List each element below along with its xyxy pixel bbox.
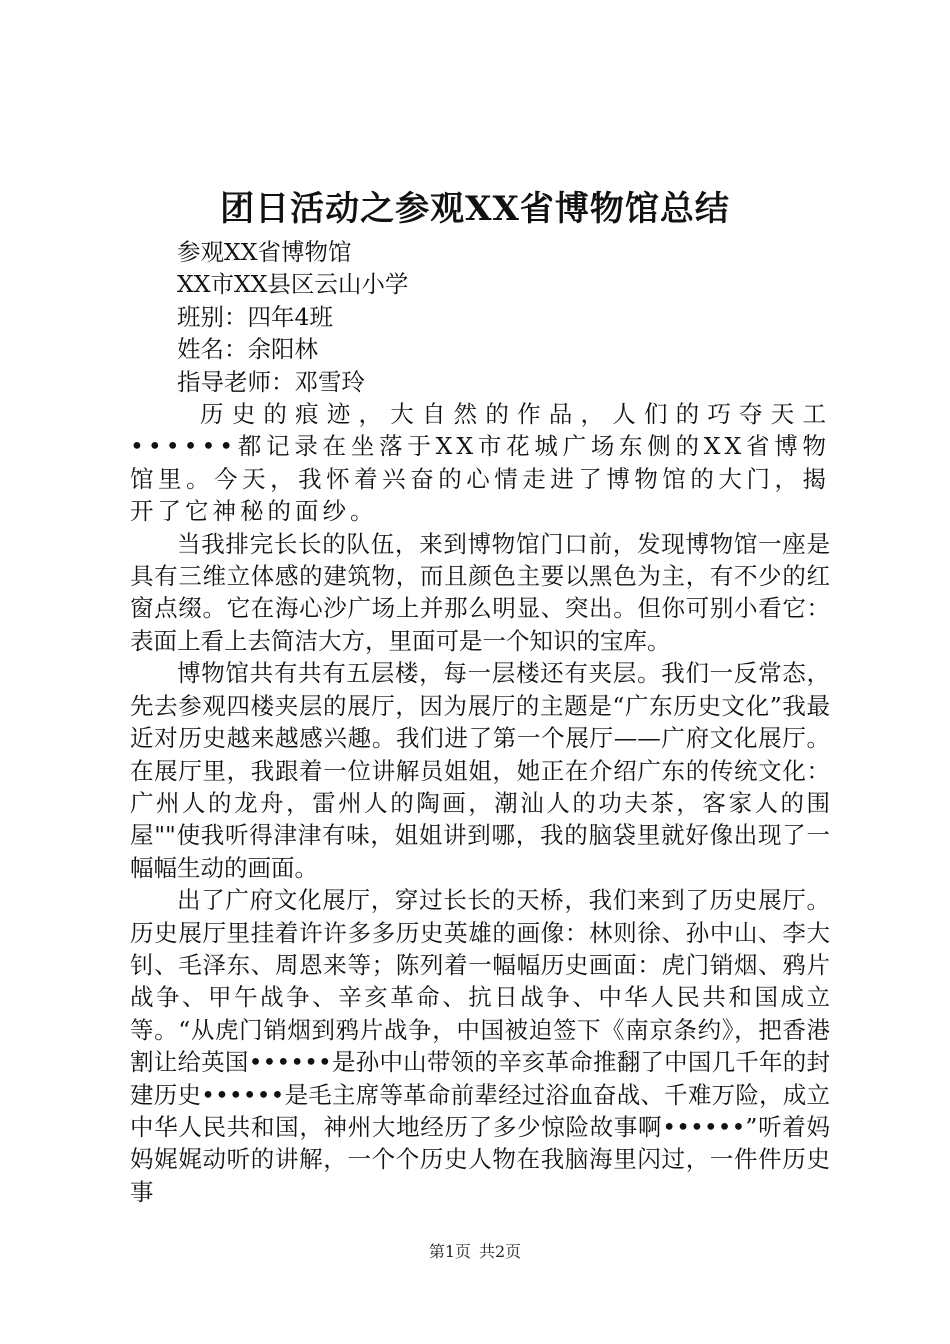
- page-total: 共2页: [479, 1242, 522, 1261]
- meta-visit-line: 参观XX省博物馆: [177, 238, 352, 266]
- paragraph-building: 当我排完长长的队伍，来到博物馆门口前，发现博物馆一座是具有三维立体感的建筑物，而且颜色主要以黑色为主，有不少的红窗点缀。它在海心沙广场上并那么明显、突出。但你可别小看它：表面上看上去简洁大方，里面可是一个知识的宝库。: [130, 529, 830, 655]
- meta-teacher-line: 指导老师：邓雪玲: [177, 367, 365, 396]
- paragraph-floors: 博物馆共有共有五层楼，每一层楼还有夹层。我们一反常态，先去参观四楼夹层的展厅，因为展厅的主题是“广东历史文化”我最近对历史越来越感兴趣。我们进了第一个展厅——广府文化展厅。在展厅里，我跟着一位讲解员姐姐，她正在介绍广东的传统文化：广州人的龙舟，雷州人的陶画，潮汕人的功夫茶，客家人的围屋""使我听得津津有味，姐姐讲到哪，我的脑袋里就好像出现了一幅幅生动的画面。: [130, 659, 830, 882]
- page-footer: [0, 1241, 950, 1263]
- paragraph-history-hall: 出了广府文化展厅，穿过长长的天桥，我们来到了历史展厅。历史展厅里挂着许许多多历史英雄的画像：林则徐、孙中山、李大钊、毛泽东、周恩来等；陈列着一幅幅历史画面：虎门销烟、鸦片战争、甲午战争、辛亥革命、抗日战争、中华人民共和国成立等。“从虎门销烟到鸦片战争，中国被迫签下《南京条约》，把香港割让给英国••••••是孙中山带领的辛亥革命推翻了中国几千年的封建历史••••••是毛主席等革命前辈经过浴血奋战、千难万险，成立中华人民共和国，神州大地经历了多少惊险故事啊••••••”听着妈妈娓娓动听的讲解，一个个历史人物在我脑海里闪过，一件件历史事: [130, 886, 830, 1206]
- meta-school-line: XX市XX县区云山小学: [177, 270, 409, 299]
- paragraph-intro: 历史的痕迹，大自然的作品，人们的巧夺天工••••••都记录在坐落于XX市花城广场东侧的XX省博物馆里。今天，我怀着兴奋的心情走进了博物馆的大门，揭开了它神秘的面纱。: [130, 400, 830, 526]
- document-body: [130, 236, 830, 1208]
- page-number: 第1页: [428, 1242, 471, 1261]
- meta-class-line: 班别：四年4班: [177, 302, 333, 331]
- meta-name-line: 姓名：余阳林: [177, 335, 318, 364]
- document-title: 团日活动之参观XX省博物馆总结: [220, 189, 730, 229]
